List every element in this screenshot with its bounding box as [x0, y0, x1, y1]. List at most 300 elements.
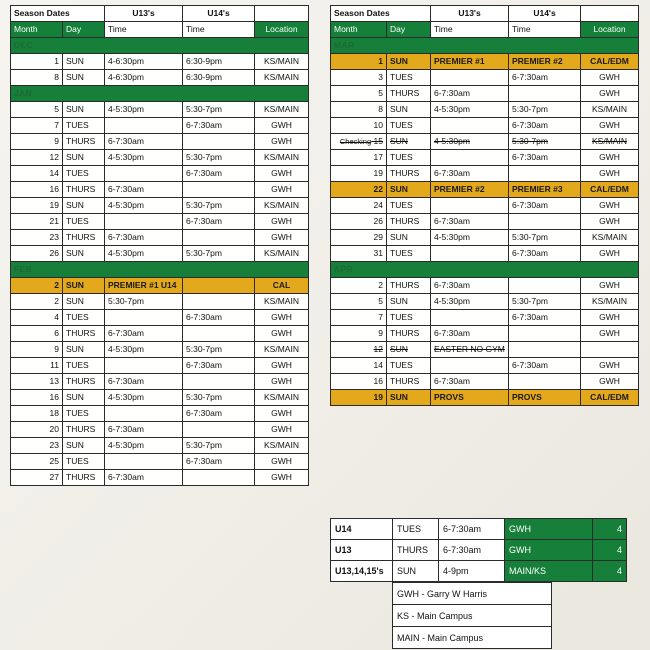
- table-row: [11, 406, 309, 422]
- table-row: [331, 342, 639, 358]
- table-row: [11, 182, 309, 198]
- table-row: [331, 182, 639, 198]
- weekday-cell: TUES: [387, 358, 431, 374]
- summary-row: [331, 540, 627, 561]
- location-cell: GWH: [581, 374, 639, 390]
- u14-time-cell: 5:30-7pm: [509, 230, 581, 246]
- weekday-cell: TUES: [63, 406, 105, 422]
- month-band-row: [11, 262, 309, 278]
- season-dates-title: Season Dates: [331, 6, 431, 22]
- summary-group: U13: [331, 540, 393, 561]
- u13-time-cell: 4-5:30pm: [105, 342, 183, 358]
- location-cell: KS/MAIN: [255, 294, 309, 310]
- date-number-cell: 21: [11, 214, 63, 230]
- summary-group: U13,14,15's: [331, 561, 393, 582]
- location-cell: GWH: [581, 198, 639, 214]
- u13-time-cell: 6-7:30am: [105, 326, 183, 342]
- u14-time-cell: [183, 230, 255, 246]
- weekday-cell: SUN: [387, 182, 431, 198]
- weekday-cell: THURS: [387, 86, 431, 102]
- date-number-cell: 16: [331, 374, 387, 390]
- u13-time-cell: 4-5:30pm: [105, 150, 183, 166]
- u13-time-cell: 4-5:30pm: [431, 102, 509, 118]
- location-key-text: GWH - Garry W Harris: [393, 583, 552, 605]
- date-number-cell: 12: [11, 150, 63, 166]
- summary-day: TUES: [393, 519, 439, 540]
- date-number-cell: 26: [11, 246, 63, 262]
- u14-time-cell: 5:30-7pm: [183, 102, 255, 118]
- u14-time-cell: [509, 342, 581, 358]
- weekday-cell: SUN: [387, 134, 431, 150]
- location-key-row: [393, 627, 552, 649]
- weekday-cell: TUES: [63, 358, 105, 374]
- date-number-cell: 1: [11, 54, 63, 70]
- table-row: [331, 230, 639, 246]
- date-number-cell: 17: [331, 150, 387, 166]
- u13-time-cell: EASTER NO GYM: [431, 342, 509, 358]
- u13-time-cell: 4-5:30pm: [105, 198, 183, 214]
- summary-day: THURS: [393, 540, 439, 561]
- date-number-cell: 18: [11, 406, 63, 422]
- location-cell: GWH: [581, 358, 639, 374]
- date-number-cell: 7: [331, 310, 387, 326]
- u14-time-cell: 6-7:30am: [183, 214, 255, 230]
- summary-group: U14: [331, 519, 393, 540]
- location-cell: CAL: [255, 278, 309, 294]
- date-number-cell: 5: [11, 102, 63, 118]
- table-row: [11, 102, 309, 118]
- date-number-cell: 9: [11, 134, 63, 150]
- u14-time-cell: [183, 294, 255, 310]
- u14-time-cell: 5:30-7pm: [183, 198, 255, 214]
- panel-title-row: [11, 6, 309, 22]
- date-number-cell: 19: [11, 198, 63, 214]
- date-number-cell: 2: [331, 278, 387, 294]
- u13-time-cell: 6-7:30am: [431, 86, 509, 102]
- u14-title: U14's: [183, 6, 255, 22]
- u13-time-cell: [105, 118, 183, 134]
- u13-time-cell: 6-7:30am: [431, 326, 509, 342]
- left-schedule-table: [10, 5, 309, 486]
- weekday-cell: TUES: [63, 214, 105, 230]
- table-row: [11, 454, 309, 470]
- weekday-cell: TUES: [387, 70, 431, 86]
- u14-time-cell: [509, 326, 581, 342]
- u14-time-cell: PREMIER #3: [509, 182, 581, 198]
- date-number-cell: 2: [11, 278, 63, 294]
- date-number-cell: [331, 134, 387, 150]
- location-cell: CAL/EDM: [581, 54, 639, 70]
- u14-time-cell: [509, 278, 581, 294]
- u14-time-cell: 6-7:30am: [183, 406, 255, 422]
- weekday-cell: SUN: [63, 342, 105, 358]
- table-row: [11, 310, 309, 326]
- table-row: [331, 214, 639, 230]
- location-key-text: KS - Main Campus: [393, 605, 552, 627]
- u13-time-cell: [431, 150, 509, 166]
- column-header: Time: [105, 22, 183, 38]
- column-header: Location: [581, 22, 639, 38]
- table-row: [331, 326, 639, 342]
- date-number-cell: 24: [331, 198, 387, 214]
- column-header-row: [331, 22, 639, 38]
- date-number-cell: 5: [331, 294, 387, 310]
- location-cell: GWH: [581, 150, 639, 166]
- table-row: [331, 198, 639, 214]
- u14-time-cell: 5:30-7pm: [509, 102, 581, 118]
- month-band-row: [331, 38, 639, 54]
- u14-time-cell: [509, 166, 581, 182]
- table-row: [331, 310, 639, 326]
- summary-count: 4: [593, 519, 627, 540]
- summary-day: SUN: [393, 561, 439, 582]
- table-row: [331, 246, 639, 262]
- summary-legend-block: [330, 518, 638, 649]
- location-cell: KS/MAIN: [581, 102, 639, 118]
- date-number-cell: 16: [11, 390, 63, 406]
- table-row: [331, 358, 639, 374]
- table-row: [11, 198, 309, 214]
- column-header: Time: [431, 22, 509, 38]
- location-cell: KS/MAIN: [255, 390, 309, 406]
- u14-time-cell: 6-7:30am: [509, 358, 581, 374]
- u14-time-cell: [509, 214, 581, 230]
- date-number-cell: 5: [331, 86, 387, 102]
- table-row: [11, 150, 309, 166]
- weekday-cell: THURS: [63, 230, 105, 246]
- location-cell: GWH: [581, 86, 639, 102]
- weekday-cell: SUN: [63, 294, 105, 310]
- column-header: Time: [183, 22, 255, 38]
- month-label: FEB: [11, 262, 309, 278]
- table-row: [331, 54, 639, 70]
- u13-time-cell: [431, 70, 509, 86]
- month-label: MAR: [331, 38, 639, 54]
- u13-time-cell: 6-7:30am: [105, 230, 183, 246]
- table-row: [11, 230, 309, 246]
- location-cell: GWH: [255, 326, 309, 342]
- weekday-cell: SUN: [63, 102, 105, 118]
- weekday-cell: THURS: [63, 422, 105, 438]
- title-spacer: [255, 6, 309, 22]
- column-header: Time: [509, 22, 581, 38]
- date-number-cell: 8: [11, 70, 63, 86]
- u14-time-cell: [183, 182, 255, 198]
- table-row: [331, 294, 639, 310]
- weekday-cell: THURS: [387, 166, 431, 182]
- location-cell: KS/MAIN: [255, 246, 309, 262]
- weekday-cell: SUN: [387, 390, 431, 406]
- date-number-cell: 8: [331, 102, 387, 118]
- u14-title: U14's: [509, 6, 581, 22]
- column-header: Location: [255, 22, 309, 38]
- location-cell: KS/MAIN: [255, 342, 309, 358]
- weekday-cell: THURS: [63, 182, 105, 198]
- u14-time-cell: [509, 86, 581, 102]
- table-row: [11, 246, 309, 262]
- location-cell: KS/MAIN: [581, 294, 639, 310]
- weekday-cell: SUN: [63, 150, 105, 166]
- column-header: Month: [331, 22, 387, 38]
- column-header-row: [11, 22, 309, 38]
- month-band-row: [331, 262, 639, 278]
- month-label: DEC: [11, 38, 309, 54]
- weekday-cell: TUES: [63, 310, 105, 326]
- location-cell: GWH: [255, 422, 309, 438]
- location-cell: GWH: [255, 406, 309, 422]
- summary-location: GWH: [505, 540, 593, 561]
- title-spacer: [581, 6, 639, 22]
- location-cell: GWH: [581, 310, 639, 326]
- table-row: [331, 390, 639, 406]
- weekday-cell: TUES: [387, 150, 431, 166]
- location-cell: KS/MAIN: [255, 198, 309, 214]
- month-label: JAN: [11, 86, 309, 102]
- date-number-cell: 12: [331, 342, 387, 358]
- date-number-cell: 3: [331, 70, 387, 86]
- date-number-cell: 10: [331, 118, 387, 134]
- location-cell: KS/MAIN: [255, 438, 309, 454]
- location-cell: GWH: [255, 470, 309, 486]
- location-cell: KS/MAIN: [581, 134, 639, 150]
- weekday-cell: THURS: [63, 326, 105, 342]
- u14-time-cell: [183, 326, 255, 342]
- u13-time-cell: 6-7:30am: [105, 182, 183, 198]
- table-row: [11, 118, 309, 134]
- u14-time-cell: [183, 470, 255, 486]
- u13-time-cell: 4-5:30pm: [105, 438, 183, 454]
- u13-time-cell: [431, 118, 509, 134]
- weekday-cell: TUES: [63, 166, 105, 182]
- location-cell: GWH: [255, 374, 309, 390]
- table-row: [11, 422, 309, 438]
- table-row: [11, 438, 309, 454]
- u13-time-cell: 4-5:30pm: [105, 102, 183, 118]
- weekday-cell: THURS: [387, 278, 431, 294]
- u13-time-cell: PREMIER #1: [431, 54, 509, 70]
- table-row: [11, 294, 309, 310]
- summary-count: 4: [593, 540, 627, 561]
- location-cell: GWH: [255, 214, 309, 230]
- location-cell: KS/MAIN: [255, 102, 309, 118]
- u13-time-cell: [431, 198, 509, 214]
- u13-time-cell: PREMIER #2: [431, 182, 509, 198]
- column-header: Day: [63, 22, 105, 38]
- table-row: [11, 390, 309, 406]
- weekday-cell: THURS: [387, 374, 431, 390]
- date-number-cell: 29: [331, 230, 387, 246]
- table-row: [11, 166, 309, 182]
- table-row: [11, 278, 309, 294]
- weekday-cell: SUN: [387, 342, 431, 358]
- location-key-row: [393, 605, 552, 627]
- month-band-row: [11, 38, 309, 54]
- u13-time-cell: [105, 406, 183, 422]
- u14-time-cell: [183, 278, 255, 294]
- u13-time-cell: [105, 310, 183, 326]
- location-cell: [581, 342, 639, 358]
- table-row: [331, 166, 639, 182]
- u13-time-cell: [431, 358, 509, 374]
- date-number-cell: 26: [331, 214, 387, 230]
- date-number-cell: 31: [331, 246, 387, 262]
- summary-time: 6-7:30am: [439, 540, 505, 561]
- table-row: [11, 342, 309, 358]
- u13-title: U13's: [431, 6, 509, 22]
- u13-time-cell: [431, 246, 509, 262]
- u13-time-cell: [105, 454, 183, 470]
- u13-time-cell: 4-5:30pm: [431, 294, 509, 310]
- location-cell: GWH: [255, 166, 309, 182]
- weekday-cell: SUN: [63, 198, 105, 214]
- weekday-cell: TUES: [387, 118, 431, 134]
- weekday-cell: TUES: [387, 246, 431, 262]
- date-number-cell: 19: [331, 390, 387, 406]
- location-cell: CAL/EDM: [581, 390, 639, 406]
- u13-time-cell: 4-5:30pm: [105, 390, 183, 406]
- summary-time: 6-7:30am: [439, 519, 505, 540]
- season-dates-title: Season Dates: [11, 6, 105, 22]
- u13-time-cell: 6-7:30am: [431, 374, 509, 390]
- summary-row: [331, 561, 627, 582]
- u14-time-cell: 6-7:30am: [509, 310, 581, 326]
- left-schedule-panel: [10, 5, 308, 486]
- u13-time-cell: 4-6:30pm: [105, 54, 183, 70]
- row-note: Checking: [339, 137, 372, 147]
- summary-location: MAIN/KS: [505, 561, 593, 582]
- u14-time-cell: [183, 134, 255, 150]
- u14-time-cell: PROVS: [509, 390, 581, 406]
- location-cell: GWH: [255, 358, 309, 374]
- u13-time-cell: [431, 310, 509, 326]
- location-cell: GWH: [255, 454, 309, 470]
- weekday-cell: SUN: [387, 294, 431, 310]
- column-header: Day: [387, 22, 431, 38]
- table-row: [331, 86, 639, 102]
- weekday-cell: TUES: [63, 118, 105, 134]
- location-cell: GWH: [581, 326, 639, 342]
- u14-time-cell: 5:30-7pm: [183, 150, 255, 166]
- date-number-cell: 4: [11, 310, 63, 326]
- u14-time-cell: 6-7:30am: [183, 310, 255, 326]
- table-row: [11, 134, 309, 150]
- weekday-cell: THURS: [63, 374, 105, 390]
- u13-time-cell: 6-7:30am: [105, 422, 183, 438]
- weekday-cell: THURS: [387, 326, 431, 342]
- u14-time-cell: 6-7:30am: [509, 70, 581, 86]
- weekday-cell: TUES: [387, 198, 431, 214]
- column-header: Month: [11, 22, 63, 38]
- weekday-cell: SUN: [387, 102, 431, 118]
- date-number-cell: 16: [11, 182, 63, 198]
- u13-time-cell: PREMIER #1 U14: [105, 278, 183, 294]
- u14-time-cell: 6:30-9pm: [183, 70, 255, 86]
- table-row: [11, 54, 309, 70]
- weekday-cell: THURS: [387, 214, 431, 230]
- location-key-row: [393, 583, 552, 605]
- date-number-cell: 11: [11, 358, 63, 374]
- u13-time-cell: [105, 214, 183, 230]
- u14-time-cell: 6-7:30am: [509, 150, 581, 166]
- u14-time-cell: 5:30-7pm: [509, 294, 581, 310]
- date-number-cell: 25: [11, 454, 63, 470]
- weekly-summary-table: [330, 518, 627, 582]
- date-number-cell: 7: [11, 118, 63, 134]
- u14-time-cell: 6-7:30am: [509, 246, 581, 262]
- date-number-cell: 14: [331, 358, 387, 374]
- location-cell: GWH: [581, 214, 639, 230]
- weekday-cell: THURS: [63, 134, 105, 150]
- panel-title-row: [331, 6, 639, 22]
- weekday-cell: SUN: [63, 246, 105, 262]
- summary-count: 4: [593, 561, 627, 582]
- location-cell: GWH: [255, 134, 309, 150]
- u14-time-cell: [183, 374, 255, 390]
- location-cell: GWH: [255, 230, 309, 246]
- summary-location: GWH: [505, 519, 593, 540]
- location-cell: KS/MAIN: [255, 70, 309, 86]
- u13-time-cell: 6-7:30am: [105, 374, 183, 390]
- location-cell: GWH: [581, 70, 639, 86]
- location-cell: KS/MAIN: [255, 150, 309, 166]
- u13-time-cell: [105, 358, 183, 374]
- weekday-cell: TUES: [63, 454, 105, 470]
- date-number-cell: 1: [331, 54, 387, 70]
- date-number-cell: 19: [331, 166, 387, 182]
- location-cell: GWH: [581, 166, 639, 182]
- u13-time-cell: 6-7:30am: [105, 134, 183, 150]
- location-cell: GWH: [581, 246, 639, 262]
- u14-time-cell: 5:30-7pm: [183, 438, 255, 454]
- u14-time-cell: 6-7:30am: [183, 118, 255, 134]
- u14-time-cell: 5:30-7pm: [183, 342, 255, 358]
- weekday-cell: SUN: [63, 70, 105, 86]
- u14-time-cell: 5:30-7pm: [183, 390, 255, 406]
- u13-time-cell: 4-5:30pm: [431, 134, 509, 150]
- month-band-row: [11, 86, 309, 102]
- u14-time-cell: 6-7:30am: [183, 358, 255, 374]
- location-cell: GWH: [581, 278, 639, 294]
- u14-time-cell: [509, 374, 581, 390]
- u13-time-cell: 6-7:30am: [431, 214, 509, 230]
- u14-time-cell: PREMIER #2: [509, 54, 581, 70]
- table-row: [331, 278, 639, 294]
- location-cell: GWH: [255, 118, 309, 134]
- weekday-cell: SUN: [387, 54, 431, 70]
- u13-title: U13's: [105, 6, 183, 22]
- table-row: [331, 134, 639, 150]
- date-number-cell: 9: [331, 326, 387, 342]
- date-number-cell: 23: [11, 438, 63, 454]
- location-cell: GWH: [581, 118, 639, 134]
- u14-time-cell: 5:30-7pm: [183, 246, 255, 262]
- date-number-cell: 6: [11, 326, 63, 342]
- location-cell: CAL/EDM: [581, 182, 639, 198]
- date-number-cell: 20: [11, 422, 63, 438]
- table-row: [11, 70, 309, 86]
- month-label: APR: [331, 262, 639, 278]
- table-row: [11, 326, 309, 342]
- date-number-cell: 27: [11, 470, 63, 486]
- weekday-cell: SUN: [63, 390, 105, 406]
- table-row: [11, 358, 309, 374]
- date-number-cell: 13: [11, 374, 63, 390]
- table-row: [331, 150, 639, 166]
- location-key-table: [392, 582, 552, 649]
- date-number: 15: [373, 136, 383, 147]
- u14-time-cell: 6-7:30am: [509, 198, 581, 214]
- right-schedule-panel: [330, 5, 638, 406]
